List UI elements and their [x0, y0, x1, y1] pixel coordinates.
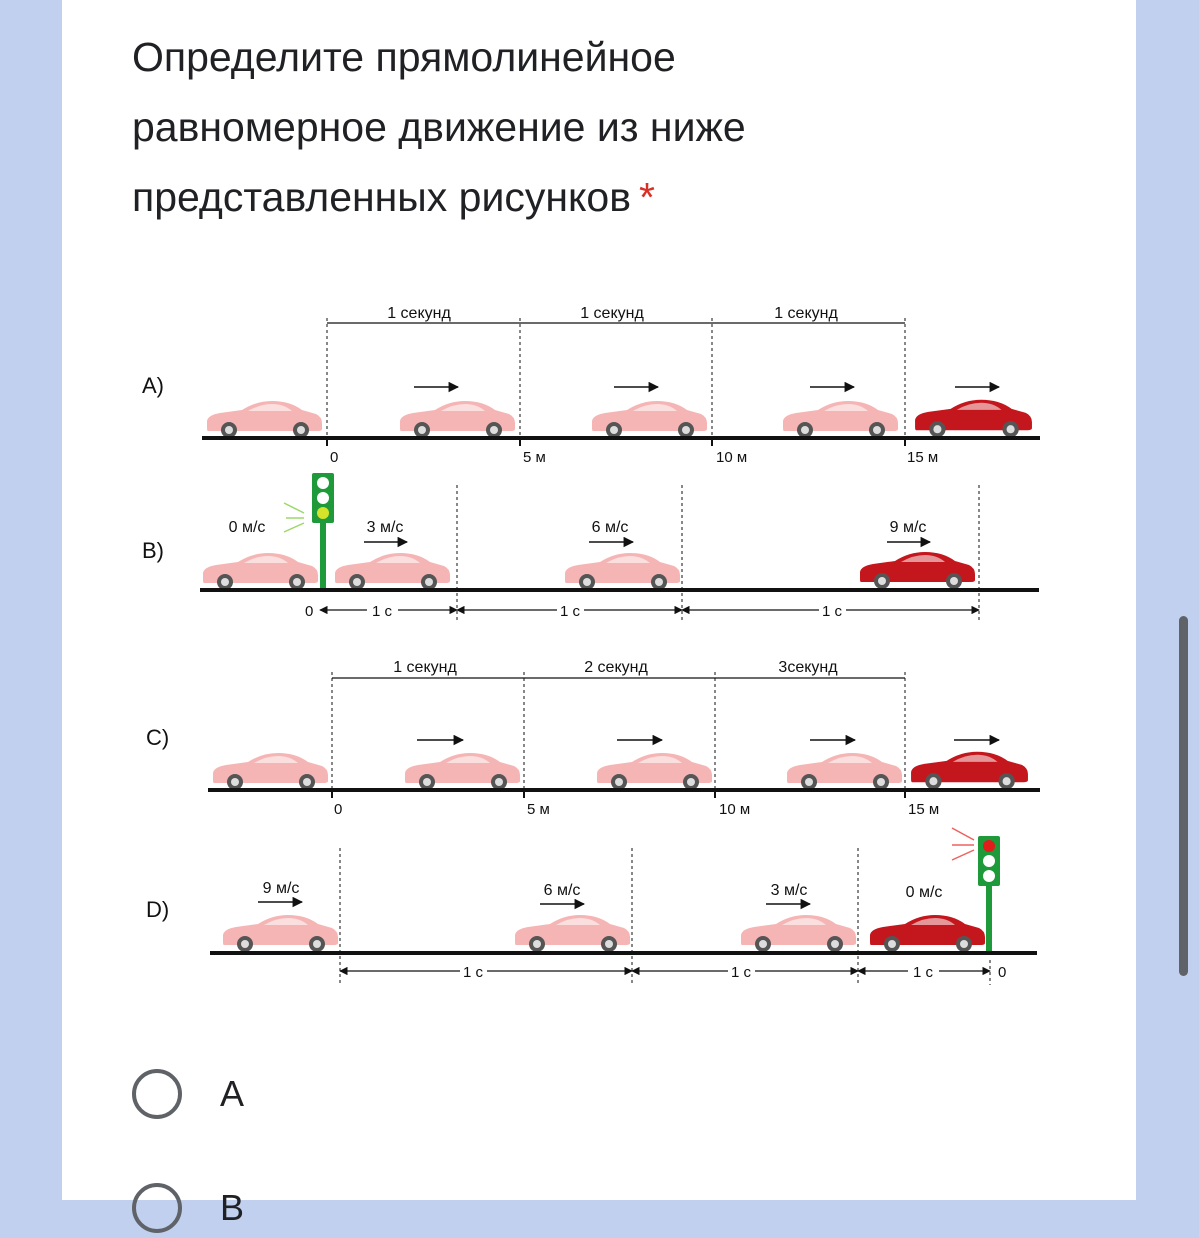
speed-label-d1: 6 м/с	[543, 882, 581, 899]
option-b-label: B	[220, 1187, 245, 1228]
boundaries-b	[457, 485, 979, 622]
car-icon	[213, 753, 328, 790]
row-label-b: B)	[142, 538, 164, 563]
option-a[interactable]	[132, 1064, 244, 1124]
boundaries-d	[340, 848, 990, 985]
radio-button-icon[interactable]	[132, 1183, 182, 1233]
motion-figure	[62, 280, 1136, 1000]
interval-label-d3: 1 с	[912, 964, 934, 981]
speed-label-b2: 6 м/с	[591, 519, 629, 536]
car-icon	[405, 753, 520, 790]
radio-button-icon[interactable]	[132, 1069, 182, 1119]
car-icon	[783, 401, 898, 438]
required-asterisk: *	[639, 174, 655, 220]
interval-label-d1: 1 с	[462, 964, 484, 981]
interval-label-a3: 1 секунд	[774, 305, 838, 322]
question-card	[62, 0, 1136, 1228]
row-c	[146, 659, 1040, 818]
tick-label-a0: 0	[330, 449, 339, 466]
row-d	[146, 828, 1037, 985]
tick-label-a2: 10 м	[716, 449, 748, 466]
interval-label-b3: 1 с	[821, 603, 843, 620]
interval-label-c3: 3секунд	[778, 659, 838, 676]
speed-label-d3: 0 м/с	[905, 884, 943, 901]
car-icon	[870, 915, 985, 952]
interval-label-c1: 1 секунд	[393, 659, 457, 676]
question-text: Определите прямолинейное равномерное движение из ниже представленных рисунков	[132, 34, 746, 220]
option-b[interactable]	[132, 1178, 244, 1238]
car-icon	[597, 753, 712, 790]
tick-label-a3: 15 м	[907, 449, 939, 466]
zero-label-d: 0	[998, 964, 1007, 981]
motion-arrows-d	[258, 902, 810, 904]
car-icon	[400, 401, 515, 438]
interval-label-a1: 1 секунд	[387, 305, 451, 322]
option-a-label: A	[220, 1073, 245, 1114]
car-icon	[203, 553, 318, 590]
interval-label-b1: 1 с	[371, 603, 393, 620]
tick-label-c1: 5 м	[527, 801, 550, 818]
speed-label-b3: 9 м/с	[889, 519, 927, 536]
car-icon	[915, 400, 1032, 438]
car-icon	[223, 915, 338, 952]
row-b	[142, 473, 1039, 622]
car-icon	[787, 753, 902, 790]
tick-label-c0: 0	[334, 801, 343, 818]
interval-label-c2: 2 секунд	[584, 659, 648, 676]
car-icon	[335, 553, 450, 590]
speed-label-d0: 9 м/с	[262, 880, 300, 897]
tick-label-a1: 5 м	[523, 449, 546, 466]
tick-label-c3: 15 м	[908, 801, 940, 818]
car-icon	[860, 552, 975, 589]
row-a	[142, 305, 1040, 466]
car-icon	[207, 401, 322, 438]
car-icon	[515, 915, 630, 952]
car-icon	[565, 553, 680, 590]
row-label-d: D)	[146, 897, 170, 922]
tick-label-c2: 10 м	[719, 801, 751, 818]
car-icon	[592, 401, 707, 438]
interval-label-b2: 1 с	[559, 603, 581, 620]
question-title	[132, 22, 892, 232]
row-label-c: C)	[146, 725, 170, 750]
row-label-a: A)	[142, 373, 164, 398]
car-icon	[741, 915, 856, 952]
zero-label-b: 0	[305, 603, 314, 620]
interval-label-d2: 1 с	[730, 964, 752, 981]
scrollbar[interactable]	[1179, 616, 1188, 976]
speed-label-d2: 3 м/с	[770, 882, 808, 899]
speed-label-b1: 3 м/с	[366, 519, 404, 536]
car-icon	[911, 752, 1028, 790]
speed-label-b0: 0 м/с	[228, 519, 266, 536]
interval-label-a2: 1 секунд	[580, 305, 644, 322]
